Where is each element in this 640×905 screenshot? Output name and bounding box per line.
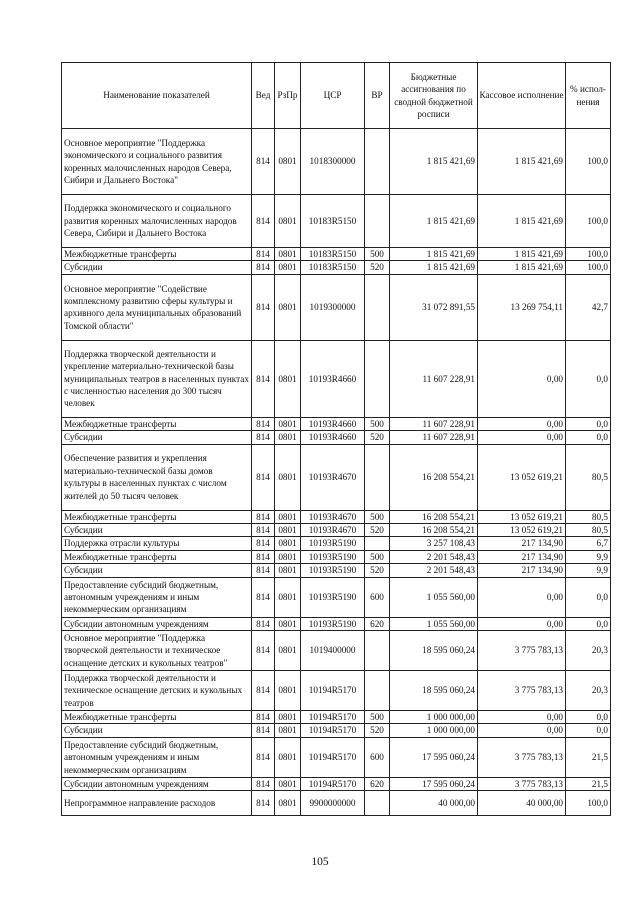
table-cell-budget: 40 000,00 — [390, 791, 478, 816]
table-row — [62, 564, 611, 577]
table-row — [62, 431, 611, 444]
table-cell-percent: 21,5 — [566, 777, 611, 790]
table-cell-ved: 814 — [252, 737, 275, 777]
table-cell-cash: 1 815 421,69 — [478, 195, 566, 248]
table-cell-name: Субсидии — [62, 564, 252, 577]
table-cell-percent: 0,0 — [566, 577, 611, 617]
table-cell-name: Поддержка экономического и социального развития коренных малочисленных народов Севера, Сибири и Дальнего Востока — [62, 195, 252, 248]
table-cell-percent: 42,7 — [566, 274, 611, 340]
header-csr: ЦСР — [301, 63, 365, 129]
table-cell-name: Субсидии автономным учреждениям — [62, 617, 252, 630]
table-cell-csr: 10193R4660 — [301, 431, 365, 444]
table-row — [62, 671, 611, 711]
table-cell-csr: 10194R5170 — [301, 737, 365, 777]
table-cell-ved: 814 — [252, 564, 275, 577]
table-cell-budget: 1 000 000,00 — [390, 711, 478, 724]
table-cell-name: Предоставление субсидий бюджетным, автономным учреждениям и иным некоммерческим организациям — [62, 737, 252, 777]
table-row — [62, 524, 611, 537]
table-cell-rzpr: 0801 — [275, 129, 301, 195]
table-cell-vr: 520 — [365, 564, 390, 577]
table-cell-name: Основное мероприятие "Поддержка творческой деятельности и техническое оснащение детских и кукольных театров" — [62, 631, 252, 671]
table-cell-cash: 1 815 421,69 — [478, 129, 566, 195]
table-cell-ved: 814 — [252, 577, 275, 617]
table-cell-csr: 1018300000 — [301, 129, 365, 195]
table-cell-name: Субсидии — [62, 431, 252, 444]
table-cell-vr — [365, 631, 390, 671]
table-cell-ved: 814 — [252, 431, 275, 444]
header-name: Наименование показателей — [62, 63, 252, 129]
table-cell-csr: 10183R5150 — [301, 248, 365, 261]
table-cell-budget: 2 201 548,43 — [390, 564, 478, 577]
header-budget: Бюджетные ассигнования по сводной бюджетной росписи — [390, 63, 478, 129]
table-cell-budget: 1 000 000,00 — [390, 724, 478, 737]
table-cell-rzpr: 0801 — [275, 274, 301, 340]
table-cell-vr — [365, 274, 390, 340]
table-cell-csr: 10193R5190 — [301, 537, 365, 550]
table-cell-budget: 18 595 060,24 — [390, 671, 478, 711]
table-cell-percent: 0,0 — [566, 340, 611, 417]
table-cell-percent: 0,0 — [566, 711, 611, 724]
table-cell-csr: 10193R4670 — [301, 444, 365, 510]
table-cell-csr: 10193R4660 — [301, 417, 365, 430]
table-cell-csr: 9900000000 — [301, 791, 365, 816]
header-cash: Кассовое исполнение — [478, 63, 566, 129]
table-row — [62, 777, 611, 790]
table-cell-percent: 20,3 — [566, 631, 611, 671]
table-cell-budget: 1 055 560,00 — [390, 577, 478, 617]
table-cell-csr: 10183R5150 — [301, 195, 365, 248]
table-cell-csr: 1019300000 — [301, 274, 365, 340]
table-cell-name: Субсидии — [62, 524, 252, 537]
table-cell-csr: 10193R5190 — [301, 617, 365, 630]
table-row — [62, 261, 611, 274]
table-cell-vr: 520 — [365, 524, 390, 537]
table-cell-budget: 1 815 421,69 — [390, 195, 478, 248]
table-cell-vr: 520 — [365, 431, 390, 444]
table-cell-ved: 814 — [252, 248, 275, 261]
table-cell-csr: 10193R5190 — [301, 564, 365, 577]
table-cell-vr: 520 — [365, 724, 390, 737]
table-cell-percent: 80,5 — [566, 524, 611, 537]
table-cell-rzpr: 0801 — [275, 617, 301, 630]
table-cell-cash: 0,00 — [478, 431, 566, 444]
table-header-row — [62, 63, 611, 129]
table-cell-ved: 814 — [252, 129, 275, 195]
table-row — [62, 537, 611, 550]
table-cell-rzpr: 0801 — [275, 537, 301, 550]
table-row — [62, 791, 611, 816]
table-cell-budget: 17 595 060,24 — [390, 777, 478, 790]
table-cell-cash: 1 815 421,69 — [478, 248, 566, 261]
table-cell-rzpr: 0801 — [275, 431, 301, 444]
table-cell-rzpr: 0801 — [275, 248, 301, 261]
table-cell-name: Межбюджетные трансферты — [62, 711, 252, 724]
table-cell-budget: 18 595 060,24 — [390, 631, 478, 671]
table-cell-rzpr: 0801 — [275, 510, 301, 523]
table-row — [62, 711, 611, 724]
table-cell-ved: 814 — [252, 631, 275, 671]
table-cell-vr — [365, 444, 390, 510]
table-row — [62, 724, 611, 737]
table-cell-vr: 500 — [365, 550, 390, 563]
table-row — [62, 340, 611, 417]
table-cell-csr: 10183R5150 — [301, 261, 365, 274]
table-cell-rzpr: 0801 — [275, 340, 301, 417]
table-cell-ved: 814 — [252, 261, 275, 274]
table-row — [62, 631, 611, 671]
table-cell-csr: 10194R5170 — [301, 711, 365, 724]
table-cell-cash: 0,00 — [478, 711, 566, 724]
table-cell-name: Межбюджетные трансферты — [62, 510, 252, 523]
table-cell-percent: 80,5 — [566, 444, 611, 510]
table-cell-rzpr: 0801 — [275, 737, 301, 777]
table-cell-name: Субсидии — [62, 724, 252, 737]
table-cell-cash: 13 052 619,21 — [478, 524, 566, 537]
table-cell-name: Субсидии автономным учреждениям — [62, 777, 252, 790]
table-cell-csr: 10193R4670 — [301, 510, 365, 523]
table-cell-percent: 0,0 — [566, 431, 611, 444]
table-cell-ved: 814 — [252, 724, 275, 737]
table-row — [62, 417, 611, 430]
table-cell-budget: 11 607 228,91 — [390, 417, 478, 430]
table-cell-vr — [365, 791, 390, 816]
table-cell-cash: 3 775 783,13 — [478, 631, 566, 671]
table-cell-budget: 1 055 560,00 — [390, 617, 478, 630]
table-cell-rzpr: 0801 — [275, 524, 301, 537]
table-cell-budget: 16 208 554,21 — [390, 444, 478, 510]
table-cell-budget: 31 072 891,55 — [390, 274, 478, 340]
table-cell-cash: 13 052 619,21 — [478, 444, 566, 510]
table-cell-percent: 0,0 — [566, 724, 611, 737]
table-cell-cash: 0,00 — [478, 617, 566, 630]
table-cell-cash: 3 775 783,13 — [478, 671, 566, 711]
table-cell-cash: 40 000,00 — [478, 791, 566, 816]
table-cell-vr: 600 — [365, 577, 390, 617]
table-cell-name: Субсидии — [62, 261, 252, 274]
table-cell-percent: 20,3 — [566, 671, 611, 711]
table-cell-percent: 100,0 — [566, 248, 611, 261]
table-cell-cash: 217 134,90 — [478, 537, 566, 550]
table-cell-vr — [365, 195, 390, 248]
header-percent: % испол-нения — [566, 63, 611, 129]
table-cell-ved: 814 — [252, 537, 275, 550]
table-cell-vr — [365, 129, 390, 195]
table-cell-budget: 17 595 060,24 — [390, 737, 478, 777]
table-row — [62, 550, 611, 563]
table-row — [62, 248, 611, 261]
table-cell-cash: 0,00 — [478, 417, 566, 430]
table-cell-vr: 500 — [365, 510, 390, 523]
table-cell-name: Обеспечение развития и укрепления материально-технической базы домов культуры в населенных пунктах с числом жителей до 50 тысяч человек — [62, 444, 252, 510]
table-cell-rzpr: 0801 — [275, 550, 301, 563]
table-cell-vr: 620 — [365, 777, 390, 790]
table-cell-ved: 814 — [252, 550, 275, 563]
table-cell-cash: 0,00 — [478, 724, 566, 737]
table-row — [62, 274, 611, 340]
table-cell-name: Основное мероприятие "Поддержка экономического и социального развития коренных малочисленных народов Севера, Сибири и Дальнего Востока" — [62, 129, 252, 195]
table-cell-vr: 600 — [365, 737, 390, 777]
table-cell-vr — [365, 671, 390, 711]
table-cell-name: Непрограммное направление расходов — [62, 791, 252, 816]
table-row — [62, 444, 611, 510]
header-vr: ВР — [365, 63, 390, 129]
table-cell-percent: 0,0 — [566, 617, 611, 630]
table-cell-ved: 814 — [252, 340, 275, 417]
table-cell-percent: 9,9 — [566, 550, 611, 563]
table-cell-ved: 814 — [252, 524, 275, 537]
table-cell-cash: 0,00 — [478, 577, 566, 617]
table-cell-name: Межбюджетные трансферты — [62, 417, 252, 430]
table-row — [62, 129, 611, 195]
table-cell-rzpr: 0801 — [275, 671, 301, 711]
table-cell-cash: 217 134,90 — [478, 564, 566, 577]
table-cell-percent: 21,5 — [566, 737, 611, 777]
table-cell-name: Поддержка творческой деятельности и укрепление материально-технической базы муниципальных театров в населенных пунктах с численностью населения до 300 тысяч человек — [62, 340, 252, 417]
table-cell-rzpr: 0801 — [275, 444, 301, 510]
table-cell-percent: 100,0 — [566, 261, 611, 274]
table-cell-csr: 10194R5170 — [301, 671, 365, 711]
header-rzpr: РзПр — [275, 63, 301, 129]
table-cell-budget: 11 607 228,91 — [390, 431, 478, 444]
table-cell-csr: 10193R4670 — [301, 524, 365, 537]
table-cell-csr: 1019400000 — [301, 631, 365, 671]
table-cell-ved: 814 — [252, 791, 275, 816]
table-cell-rzpr: 0801 — [275, 261, 301, 274]
table-cell-rzpr: 0801 — [275, 724, 301, 737]
table-cell-csr: 10194R5170 — [301, 724, 365, 737]
table-cell-budget: 16 208 554,21 — [390, 524, 478, 537]
table-cell-budget: 1 815 421,69 — [390, 129, 478, 195]
table-cell-vr — [365, 340, 390, 417]
table-cell-cash: 0,00 — [478, 340, 566, 417]
table-cell-percent: 0,0 — [566, 417, 611, 430]
table-cell-ved: 814 — [252, 617, 275, 630]
table-cell-budget: 1 815 421,69 — [390, 248, 478, 261]
table-cell-rzpr: 0801 — [275, 791, 301, 816]
table-cell-csr: 10193R5190 — [301, 577, 365, 617]
table-cell-csr: 10194R5170 — [301, 777, 365, 790]
table-cell-name: Основное мероприятие "Содействие комплексному развитию сферы культуры и архивного дела муниципальных образований Томской области" — [62, 274, 252, 340]
table-cell-vr: 500 — [365, 711, 390, 724]
table-cell-budget: 16 208 554,21 — [390, 510, 478, 523]
table-cell-ved: 814 — [252, 417, 275, 430]
table-cell-rzpr: 0801 — [275, 577, 301, 617]
table-body — [62, 129, 611, 816]
table-cell-rzpr: 0801 — [275, 711, 301, 724]
table-cell-csr: 10193R5190 — [301, 550, 365, 563]
budget-execution-table — [61, 62, 611, 816]
table-row — [62, 510, 611, 523]
table-cell-csr: 10193R4660 — [301, 340, 365, 417]
table-cell-name: Предоставление субсидий бюджетным, автономным учреждениям и иным некоммерческим организациям — [62, 577, 252, 617]
table-cell-vr: 620 — [365, 617, 390, 630]
table-cell-cash: 3 775 783,13 — [478, 777, 566, 790]
table-cell-ved: 814 — [252, 711, 275, 724]
table-cell-vr — [365, 537, 390, 550]
table-cell-budget: 11 607 228,91 — [390, 340, 478, 417]
table-cell-ved: 814 — [252, 195, 275, 248]
table-row — [62, 737, 611, 777]
table-cell-rzpr: 0801 — [275, 777, 301, 790]
table-cell-vr: 500 — [365, 248, 390, 261]
table-cell-cash: 13 269 754,11 — [478, 274, 566, 340]
table-row — [62, 195, 611, 248]
table-row — [62, 577, 611, 617]
page-number: 105 — [311, 856, 329, 868]
table-cell-ved: 814 — [252, 274, 275, 340]
table-cell-rzpr: 0801 — [275, 564, 301, 577]
table-cell-cash: 13 052 619,21 — [478, 510, 566, 523]
table-cell-ved: 814 — [252, 671, 275, 711]
table-cell-percent: 6,7 — [566, 537, 611, 550]
table-cell-ved: 814 — [252, 777, 275, 790]
table-cell-rzpr: 0801 — [275, 631, 301, 671]
table-row — [62, 617, 611, 630]
table-cell-budget: 2 201 548,43 — [390, 550, 478, 563]
table-cell-cash: 3 775 783,13 — [478, 737, 566, 777]
table-cell-vr: 520 — [365, 261, 390, 274]
table-cell-cash: 1 815 421,69 — [478, 261, 566, 274]
table-cell-name: Межбюджетные трансферты — [62, 248, 252, 261]
table-cell-cash: 217 134,90 — [478, 550, 566, 563]
table-cell-percent: 9,9 — [566, 564, 611, 577]
table-cell-rzpr: 0801 — [275, 417, 301, 430]
table-cell-percent: 80,5 — [566, 510, 611, 523]
table-cell-name: Межбюджетные трансферты — [62, 550, 252, 563]
table-cell-ved: 814 — [252, 444, 275, 510]
table-cell-percent: 100,0 — [566, 195, 611, 248]
header-ved: Вед — [252, 63, 275, 129]
budget-table-container — [61, 62, 610, 816]
table-cell-name: Поддержка отрасли культуры — [62, 537, 252, 550]
table-cell-percent: 100,0 — [566, 129, 611, 195]
table-cell-name: Поддержка творческой деятельности и техническое оснащение детских и кукольных театров — [62, 671, 252, 711]
table-cell-budget: 1 815 421,69 — [390, 261, 478, 274]
table-cell-vr: 500 — [365, 417, 390, 430]
table-cell-ved: 814 — [252, 510, 275, 523]
table-cell-percent: 100,0 — [566, 791, 611, 816]
table-cell-rzpr: 0801 — [275, 195, 301, 248]
table-cell-budget: 3 257 108,43 — [390, 537, 478, 550]
